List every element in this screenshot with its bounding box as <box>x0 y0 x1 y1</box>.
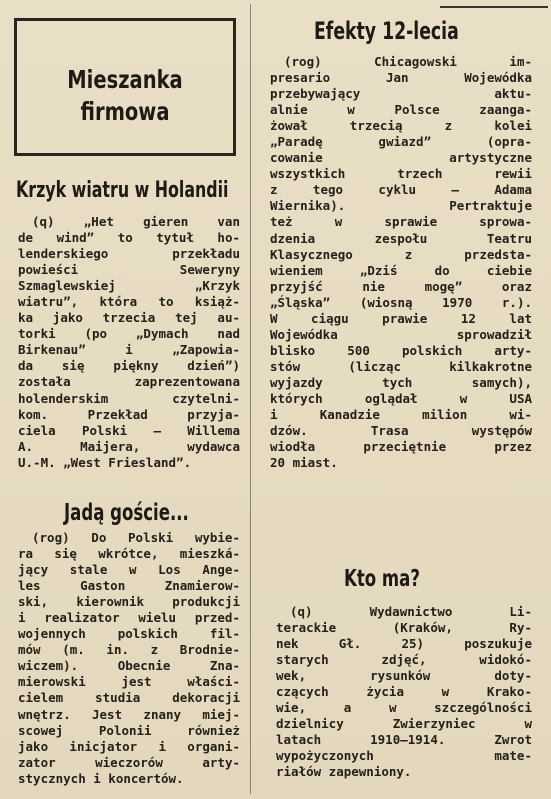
article3-line: Wojewódka sprowadził <box>270 326 532 342</box>
article1-line: de wind” to tytuł ho- <box>18 230 240 246</box>
article1-line: lenderskiego przekładu <box>18 246 240 262</box>
article2-line: les Gaston Znamierow- <box>18 578 240 594</box>
section-title <box>67 64 182 128</box>
section-title-line1: Mieszanka <box>67 65 183 94</box>
article3-headline: Efekty 12-lecia <box>314 17 459 45</box>
article2-line: (rog) Do Polski wybie- <box>32 530 240 545</box>
article1-line: da się piękny dzień”) <box>18 358 240 374</box>
article4-line: latach 1910—1914. Zwrot <box>276 732 532 748</box>
article2-line: mierowski jest właści- <box>18 674 240 690</box>
article3-line: przyjść nie mogę” oraz <box>270 278 532 294</box>
article1-line: została zaprezentowana <box>18 374 240 390</box>
article2-body <box>18 530 240 787</box>
article2-line: cielem studia dekoracji <box>18 690 240 706</box>
article4-headline: Kto ma? <box>344 566 420 592</box>
article1-line: holenderskim czytelni- <box>18 390 240 406</box>
article2-line: ski, kierownik produkcji <box>18 594 240 610</box>
article3-line: z tego cyklu — Adama <box>270 182 532 198</box>
article2-line: wnętrz. Jest znany miej- <box>18 706 240 722</box>
article2-line: scowej Polonii również <box>18 722 240 738</box>
article2-line: wojennych polskich fil- <box>18 626 240 642</box>
article3-body <box>270 54 532 471</box>
article1-line: torki (po „Dymach nad <box>18 326 240 342</box>
article4-line: starych zdjęć, widokó- <box>276 652 532 668</box>
article1-line: kom. Przekład przyja- <box>18 406 240 422</box>
article4-line: dzielnicy Zwierzyniec w <box>276 716 532 732</box>
article3-line: dzenia zespołu Teatru <box>270 230 532 246</box>
article3-line: przebywający aktu- <box>270 86 532 102</box>
article4-body <box>276 604 532 781</box>
article4-line: wek, rysunków doty- <box>276 668 532 684</box>
article1-body <box>18 214 240 471</box>
article2-line: jący stale w Los Ange- <box>18 562 240 578</box>
article3-line: „Śląska” (wiosną 1970 r.). <box>270 294 532 310</box>
article3-line: których oglądał w USA <box>270 390 532 406</box>
article4-line: czących życia w Krako- <box>276 684 532 700</box>
article3-line: 20 miast. <box>270 455 338 471</box>
article1-line: U.-M. „West Friesland”. <box>18 454 192 470</box>
article1-line: wiatru”, która to książ- <box>18 294 240 310</box>
section-title-box <box>14 18 236 156</box>
article1-line: A. Maijera, wydawca <box>18 438 240 454</box>
article3-line: i Kanadzie milion wi- <box>270 407 532 423</box>
article3-line: cowanie artystyczne <box>270 150 532 166</box>
article3-line: stów (licząc kilkakrotne <box>270 358 532 374</box>
article4-line: terackie (Kraków, Ry- <box>276 620 532 636</box>
article3-line: Wiernika). Pertraktuje <box>270 198 532 214</box>
article3-line: blisko 500 polskich arty- <box>270 342 532 358</box>
article1-line: powieści Seweryny <box>18 262 240 278</box>
article1-line: Szmaglewskiej „Krzyk <box>18 278 240 294</box>
article3-line: wszystkich trzech rewii <box>270 166 532 182</box>
article2-line: jako inicjator i organi- <box>18 738 240 754</box>
section-title-line2: firmowa <box>80 97 170 126</box>
article3-line: żował trzecią z kolei <box>270 118 532 134</box>
article1-line: (q) „Het gieren van <box>32 214 240 229</box>
article3-line: wiodła przeciętnie przez <box>270 439 532 455</box>
article4-line: wypożyczonych mate- <box>276 748 532 764</box>
article2-line: wiczem). Obecnie Zna- <box>18 658 240 674</box>
article4-line: wie, a w szczególności <box>276 700 532 716</box>
article3-line: dzów. Trasa występów <box>270 423 532 439</box>
article2-line: i realizator wielu przed- <box>18 610 240 626</box>
article2-line: mów (m. in. z Brodnie- <box>18 642 240 658</box>
column-divider <box>250 4 251 794</box>
article1-line: ciela Polski — Willema <box>18 422 240 438</box>
top-rule <box>440 6 548 8</box>
article2-headline: Jadą goście... <box>64 500 189 526</box>
article1-line: ka jako trzecia tej au- <box>18 310 240 326</box>
article3-line: też w sprawie sprowa- <box>270 214 532 230</box>
article3-line: wieniem „Dziś do ciebie <box>270 262 532 278</box>
article4-line: nek Gł. 25) poszukuje <box>276 636 532 652</box>
article3-line: wyjazdy tych samych), <box>270 374 532 390</box>
article3-line: (rog) Chicagowski im- <box>284 54 532 69</box>
article3-line: Klasycznego z przedsta- <box>270 246 532 262</box>
article4-line: riałów zapewniony. <box>276 764 412 780</box>
article3-line: W ciągu prawie 12 lat <box>270 310 532 326</box>
article4-line: (q) Wydawnictwo Li- <box>290 604 532 619</box>
article1-line: Birkenau” i „Zapowia- <box>18 342 240 358</box>
article2-line: stycznych i koncertów. <box>18 770 184 786</box>
article2-line: ra się wkrótce, mieszká- <box>18 546 240 562</box>
article3-line: „Paradę gwiazd” (opra- <box>270 134 532 150</box>
article3-line: presario Jan Wojewódka <box>270 70 532 86</box>
article1-headline: Krzyk wiatru w Holandii <box>16 178 229 203</box>
article3-line: alnie w Polsce zaanga- <box>270 102 532 118</box>
article2-line: zator wieczorów arty- <box>18 754 240 770</box>
